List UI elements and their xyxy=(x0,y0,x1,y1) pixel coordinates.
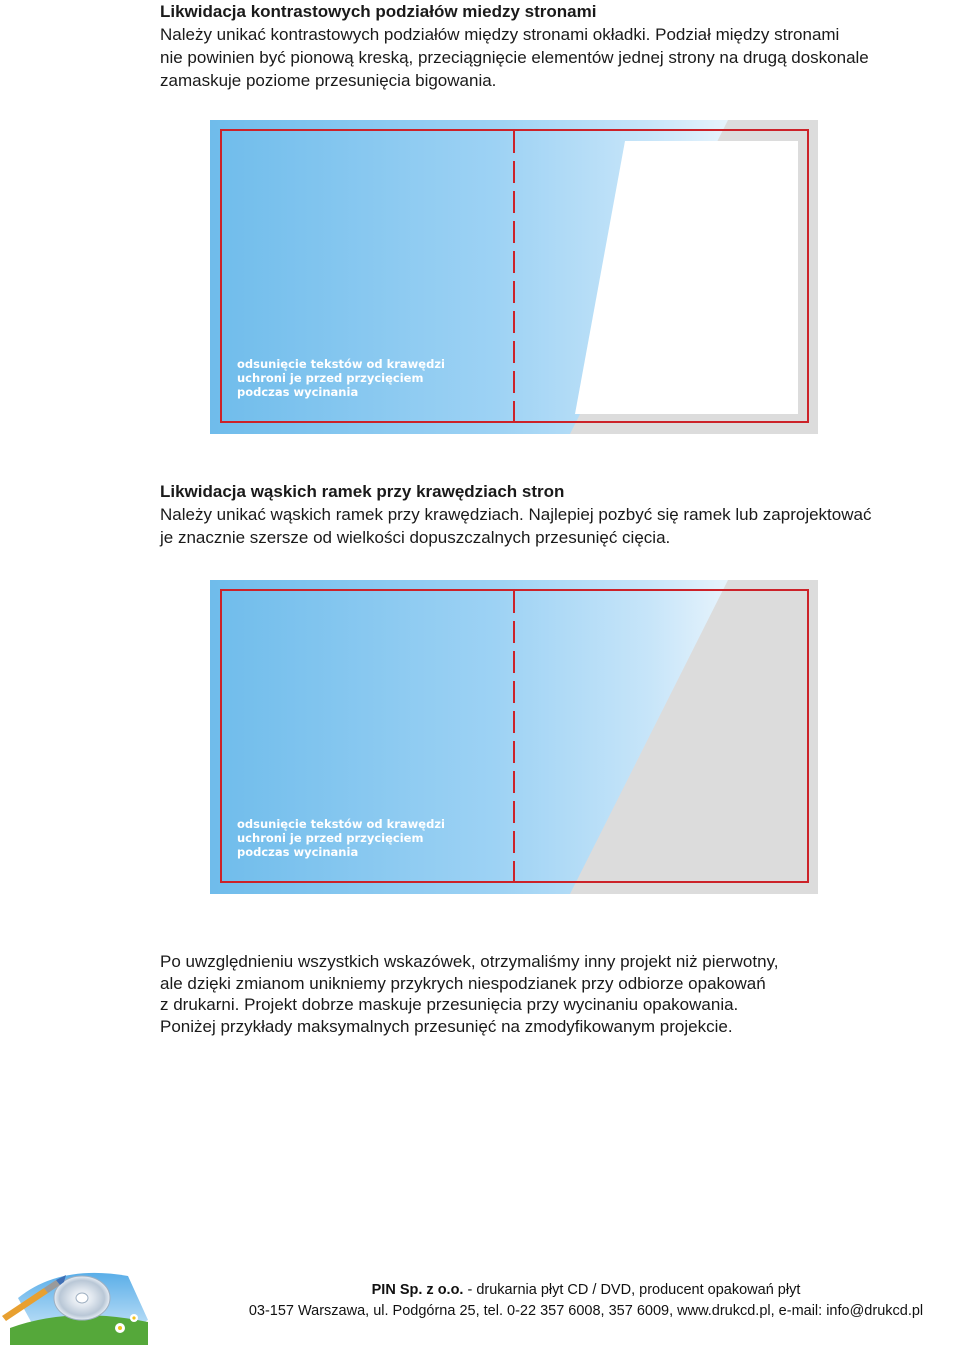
diagram-caption xyxy=(237,357,445,399)
caption-line: uchroni je przed przycięciem xyxy=(237,831,424,845)
paragraph-line: Po uwzględnieniu wszystkich wskazówek, otrzymaliśmy inny projekt niż pierwotny, xyxy=(160,952,779,971)
paragraph-line: nie powinien być pionową kreską, przeciągnięcie elementów jednej strony na drugą doskonale xyxy=(160,48,869,67)
company-logo xyxy=(0,1258,150,1345)
paragraph-line: ale dzięki zmianom unikniemy przykrych niespodzianek przy odbiorze opakowań xyxy=(160,973,766,993)
section-paragraph xyxy=(160,23,960,92)
diagram-caption xyxy=(237,817,445,859)
company-tagline: - drukarnia płyt CD / DVD, producent opakowań płyt xyxy=(463,1282,801,1298)
caption-line: odsunięcie tekstów od krawędzi xyxy=(237,357,445,371)
cover-diagram-1 xyxy=(210,120,818,434)
section-paragraph xyxy=(160,951,960,1037)
paragraph-line: Należy unikać kontrastowych podziałów między stronami okładki. Podział między stronami xyxy=(160,25,840,44)
section-heading: Likwidacja wąskich ramek przy krawędziach stron xyxy=(160,482,565,501)
footer-address-line xyxy=(216,1301,956,1322)
company-address: 03-157 Warszawa, ul. Podgórna 25, tel. 0-22 357 6008, 357 6009, www.drukcd.pl, e-mail: info@drukcd.pl xyxy=(248,1303,924,1319)
paragraph-line: Poniżej przykłady maksymalnych przesunięć na zmodyfikowanym projekcie. xyxy=(160,1016,733,1036)
paragraph-line: z drukarni. Projekt dobrze maskuje przesunięcia przy wycinaniu opakowania. xyxy=(160,995,739,1014)
company-name: PIN Sp. z o.o. xyxy=(371,1282,464,1298)
caption-line: podczas wycinania xyxy=(237,845,359,859)
logo-illustration xyxy=(0,1258,150,1345)
section-summary xyxy=(160,951,960,1037)
caption-line: podczas wycinania xyxy=(237,385,359,399)
paragraph-line: Należy unikać wąskich ramek przy krawędziach. Najlepiej pozbyć się ramek lub zaprojektować xyxy=(160,505,872,524)
paragraph-line: zamaskuje poziome przesunięcia bigowania. xyxy=(160,71,497,90)
section-heading: Likwidacja kontrastowych podziałów miedzy stronami xyxy=(160,2,597,21)
footer-company-line xyxy=(216,1280,956,1301)
paragraph-line: je znacznie szersze od wielkości dopuszczalnych przesunięć cięcia. xyxy=(160,528,671,547)
page-footer xyxy=(216,1280,956,1322)
caption-line: odsunięcie tekstów od krawędzi xyxy=(237,817,445,831)
caption-line: uchroni je przed przycięciem xyxy=(237,371,424,385)
section-narrow-frames xyxy=(160,480,960,549)
section-paragraph xyxy=(160,503,960,549)
cover-diagram-2 xyxy=(210,580,818,894)
section-contrast-divisions xyxy=(160,0,960,92)
